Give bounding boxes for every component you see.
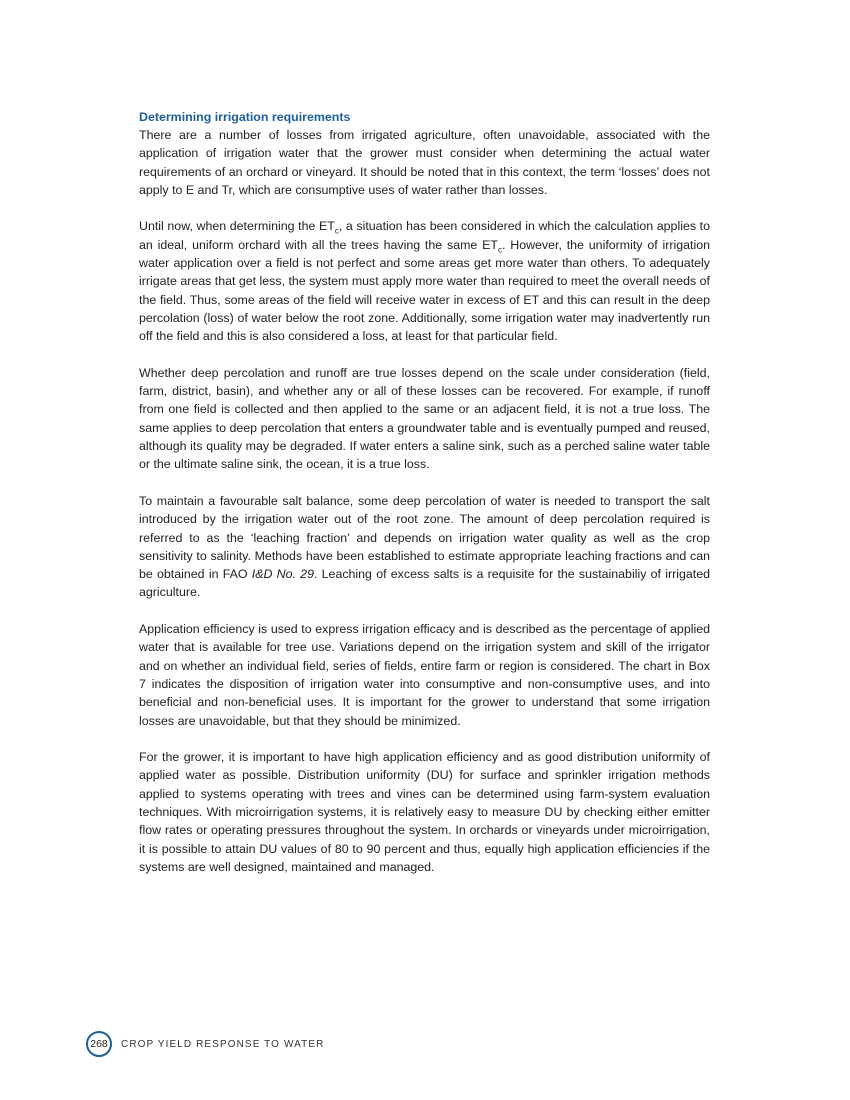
paragraph-4-text-a: To maintain a favourable salt balance, some deep percolation of water is needed to transport the salt introduced by the irrigation water out of the root zone. The amount of deep percolation required is referred to as the ‘leaching fraction’ and depends on irrigation water quality as well as the crop sensitivity to salinity. Methods have been established to estimate appropriate leaching fractions and can be obtained in FAO — [139, 493, 710, 582]
paragraph-1: There are a number of losses from irrigated agriculture, often unavoidable, associated with the application of irrigation water that the grower must consider when determining the actual water requirements of an orchard or vineyard. It should be noted that in this context, the term ‘losses’ does not apply to E and Tr, which are consumptive uses of water rather than losses. — [139, 128, 710, 197]
paragraph-2 — [139, 217, 710, 345]
subscript-c-1: c — [334, 226, 339, 236]
paragraph-5: Application efficiency is used to express irrigation efficacy and is described as the percentage of applied water that is available for tree use. Variations depend on the irrigation system and skill of the irrigator and on whether an individual field, series of fields, entire farm or region is considered. The chart in Box 7 indicates the disposition of irrigation water into consumptive and non-consumptive uses, and into beneficial and non-beneficial uses. It is important for the grower to understand that some irrigation losses are unavoidable, but that they should be minimized. — [139, 622, 710, 728]
subscript-c-2: c — [497, 245, 502, 255]
paragraph-6: For the grower, it is important to have high application efficiency and as good distribution uniformity of applied water as possible. Distribution uniformity (DU) for surface and sprinkler irrigation methods applied to systems operating with trees and vines can be determined using farm-system evaluation techniques. With microirrigation systems, it is relatively easy to measure DU by checking either emitter flow rates or operating pressures throughout the system. In orchards or vineyards under microirrigation, it is possible to attain DU values of 80 to 90 percent and thus, equally high application efficiencies if the systems are well designed, maintained and managed. — [139, 750, 710, 874]
page-body — [139, 108, 710, 894]
reference-citation: I&D No. 29 — [251, 567, 314, 582]
paragraph-4 — [139, 492, 710, 602]
paragraph-4-text-b: . Leaching of excess salts is a requisite for the sustainabiliy of irrigated agriculture. — [139, 567, 710, 600]
running-title: CROP YIELD RESPONSE TO WATER — [121, 1038, 325, 1050]
paragraph-3: Whether deep percolation and runoff are true losses depend on the scale under consideration (field, farm, district, basin), and whether any or all of these losses can be recovered. For example, if runoff from one field is collected and then applied to the same or an adjacent field, it is not a true loss. The same applies to deep percolation that enters a groundwater table and is eventually pumped and reused, although its quality may be degraded. If water enters a saline sink, such as a perched saline water table or the ultimate saline sink, the ocean, it is a true loss. — [139, 365, 710, 472]
page-number-badge: 268 — [86, 1031, 112, 1057]
paragraph-2-text-c: . However, the uniformity of irrigation water application over a field is not perfect and some areas get more water than others. To adequately irrigate areas that get less, the system must apply more water than required to meet the overall needs of the field. Thus, some areas of the field will receive water in excess of ET and this can result in the deep percolation (loss) of water below the root zone. Additionally, some irrigation water may inadvertently run off the field and this is also considered a loss, at least for that particular field. — [139, 237, 711, 344]
section-heading: Determining irrigation requirements — [139, 110, 351, 124]
paragraph-2-text-a: Until now, when determining the ET — [139, 219, 335, 234]
page-footer — [86, 1030, 324, 1058]
paragraph-2-text-b: , a situation has been considered in which the calculation applies to an ideal, uniform orchard with all the trees having the same ET — [139, 219, 710, 252]
